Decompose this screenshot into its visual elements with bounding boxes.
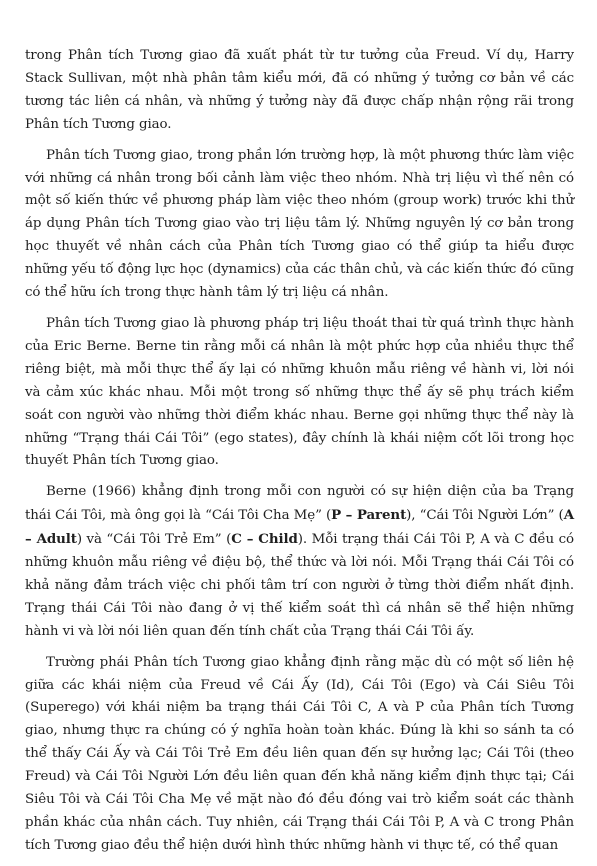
adult-abbreviation: A – Adult (25, 507, 574, 548)
paragraph-text: Trường phái Phân tích Tương giao khẳng định rằng mặc dù có một số liên hệ giữa các khái niệm của Freud về Cái Ấy (Id), Cái Tôi (Ego) và Cái Siêu Tôi (Superego) với khái niệm ba trạng thái Cái Tôi C, A và P của Phân tích Tương giao, nhưng thực ra chúng có ý nghĩa hoàn toàn khác. Đúng là khi so sánh ta có thể thấy Cái Ấy và Cái Tôi Trẻ Em đều liên quan đến sự hưởng lạc; Cái Tôi (theo Freud) và Cái Tôi Người Lớn đều liên quan đến khả năng kiểm định thực tại; Cái Siêu Tôi và Cái Tôi Cha Mẹ về mặt nào đó đều đóng vai trò kiểm soát các thành phần khác của nhân cách. Tuy nhiên, cái Trạng thái Cái Tôi P, A và C trong Phân tích Tương giao đều thể hiện dưới hình thức những hành vi thực tế, có thể quan (25, 654, 574, 853)
paragraph-text: Phân tích Tương giao là phương pháp trị liệu thoát thai từ quá trình thực hành của Eric Berne. Berne tin rằng mỗi cá nhân là một phức hợp của nhiều thực thể riêng biệt, mà mỗi thực thể ấy lại có những khuôn mẫu riêng về hành vi, lời nói và cảm xúc khác nhau. Mỗi một trong số những thực thể ấy sẽ phụ trách kiểm soát con người vào những thời điểm khác nhau. Berne gọi những thực thể này là những “Trạng thái Cái Tôi” (ego states), đây chính là khái niệm cốt lõi trong học thuyết Phân tích Tương giao. (25, 315, 574, 469)
paragraph-4 (25, 481, 574, 643)
parent-abbreviation: P – Parent (331, 507, 407, 524)
paragraph-3 (25, 313, 574, 473)
paragraph-text: Phân tích Tương giao, trong phần lớn trường hợp, là một phương thức làm việc với những cá nhân trong bối cảnh làm việc theo nhóm. Nhà trị liệu vì thế nên có một số kiến thức về phương pháp làm việc theo nhóm (group work) trước khi thử áp dụng Phân tích Tương giao vào trị liệu tâm lý. Những nguyên lý cơ bản trong học thuyết về nhân cách của Phân tích Tương giao có thể giúp ta hiểu được những yếu tố động lực học (dynamics) của các thân chủ, và các kiến thức đó cũng có thể hữu ích trong thực hành tâm lý trị liệu cá nhân. (25, 147, 574, 301)
paragraph-text: trong Phân tích Tương giao đã xuất phát từ tư tưởng của Freud. Ví dụ, Harry Stack Sullivan, một nhà phân tâm kiểu mới, đã có những ý tưởng cơ bản về các tương tác liên cá nhân, và những ý tưởng này đã được chấp nhận rộng rãi trong Phân tích Tương giao. (25, 48, 574, 132)
paragraph-2 (25, 145, 574, 305)
document-page (25, 45, 574, 866)
paragraph-text: ). Mỗi trạng thái Cái Tôi P, A và C đều có những khuôn mẫu riêng về điệu bộ, thể thức và lời nói. Mỗi Trạng thái Cái Tôi có khả năng đảm trách việc chi phối tâm trí con người ở từng thời điểm nhất định. Trạng thái Cái Tôi nào đang ở vị thế kiểm soát thì cá nhân sẽ thể hiện những hành vi và lời nói liên quan đến tính chất của Trạng thái Cái Tôi ấy. (25, 532, 574, 639)
paragraph-text: ) và “Cái Tôi Trẻ Em” ( (76, 532, 232, 548)
paragraph-1 (25, 45, 574, 137)
paragraph-text: Berne (1966) khẳng định trong mỗi con người có sự hiện diện của ba Trạng thái Cái Tôi, mà ông gọi là “Cái Tôi Cha Mẹ” ( (25, 484, 574, 524)
paragraph-5 (25, 652, 574, 858)
paragraph-text: ), “Cái Tôi Người Lớn” ( (406, 508, 564, 524)
child-abbreviation: C – Child (231, 531, 298, 548)
